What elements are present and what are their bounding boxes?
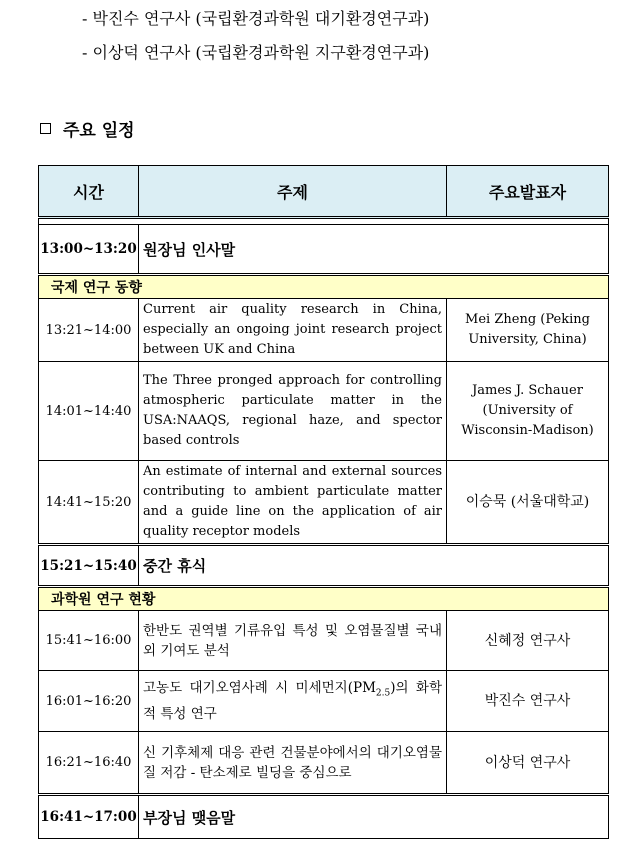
row-speaker: 이상덕 연구사 <box>447 732 609 795</box>
row-time: 15:41~16:00 <box>39 611 139 671</box>
schedule-table <box>38 165 609 839</box>
category-row-international <box>39 275 609 299</box>
row-time: 13:21~14:00 <box>39 299 139 362</box>
category-row-nier <box>39 587 609 611</box>
section-heading <box>40 116 135 141</box>
table-row <box>39 671 609 732</box>
checkbox-bullet-icon <box>40 123 51 134</box>
row-topic: 한반도 권역별 기류유입 특성 및 오염물질별 국내외 기여도 분석 <box>139 611 447 671</box>
closing-title: 부장님 맺음말 <box>139 795 609 839</box>
row-time: 14:01~14:40 <box>39 362 139 461</box>
row-speaker: Mei Zheng (Peking University, China) <box>447 299 609 362</box>
row-time: 16:21~16:40 <box>39 732 139 795</box>
participant-line-2: - 이상덕 연구사 (국립환경과학원 지구환경연구과) <box>82 43 430 62</box>
header-time: 시간 <box>39 166 139 218</box>
row-speaker: James J. Schauer (University of Wisconsin-Madison) <box>447 362 609 461</box>
topic-text-pre: 고농도 대기오염사례 시 미세먼지(PM <box>143 680 376 697</box>
section-title: 주요 일정 <box>63 121 135 141</box>
row-time: 16:01~16:20 <box>39 671 139 732</box>
row-topic: The Three pronged approach for controlling atmospheric particulate matter in the USA:NAAQS, regional haze, and spector based controls <box>139 362 447 461</box>
header-speaker: 주요발표자 <box>447 166 609 218</box>
row-topic: Current air quality research in China, especially an ongoing joint research project between UK and China <box>139 299 447 362</box>
header-topic: 주제 <box>139 166 447 218</box>
opening-title: 원장님 인사말 <box>139 225 609 275</box>
row-topic: An estimate of internal and external sources contributing to ambient particulate matter and a guide line on the application of air quality receptor models <box>139 461 447 545</box>
table-header-row <box>39 166 609 218</box>
opening-time: 13:00~13:20 <box>39 225 139 275</box>
closing-time: 16:41~17:00 <box>39 795 139 839</box>
break-row <box>39 545 609 587</box>
table-row <box>39 611 609 671</box>
row-topic <box>139 671 447 732</box>
table-row <box>39 732 609 795</box>
table-row <box>39 299 609 362</box>
opening-row <box>39 225 609 275</box>
break-title: 중간 휴식 <box>139 545 609 587</box>
closing-row <box>39 795 609 839</box>
participant-line-1: - 박진수 연구사 (국립환경과학원 대기환경연구과) <box>82 9 430 28</box>
table-row <box>39 461 609 545</box>
category-label: 국제 연구 동향 <box>39 275 609 299</box>
row-speaker: 이승묵 (서울대학교) <box>447 461 609 545</box>
row-speaker: 박진수 연구사 <box>447 671 609 732</box>
pm-subscript: 2.5 <box>375 688 391 699</box>
row-topic: 신 기후체제 대응 관련 건물분야에서의 대기오염물질 저감 - 탄소제로 빌딩을 중심으로 <box>139 732 447 795</box>
topic-text-post: )의 화학적 특성 연구 <box>143 680 442 722</box>
row-speaker: 신혜정 연구사 <box>447 611 609 671</box>
break-time: 15:21~15:40 <box>39 545 139 587</box>
row-time: 14:41~15:20 <box>39 461 139 545</box>
category-label: 과학원 연구 현황 <box>39 587 609 611</box>
table-row <box>39 362 609 461</box>
